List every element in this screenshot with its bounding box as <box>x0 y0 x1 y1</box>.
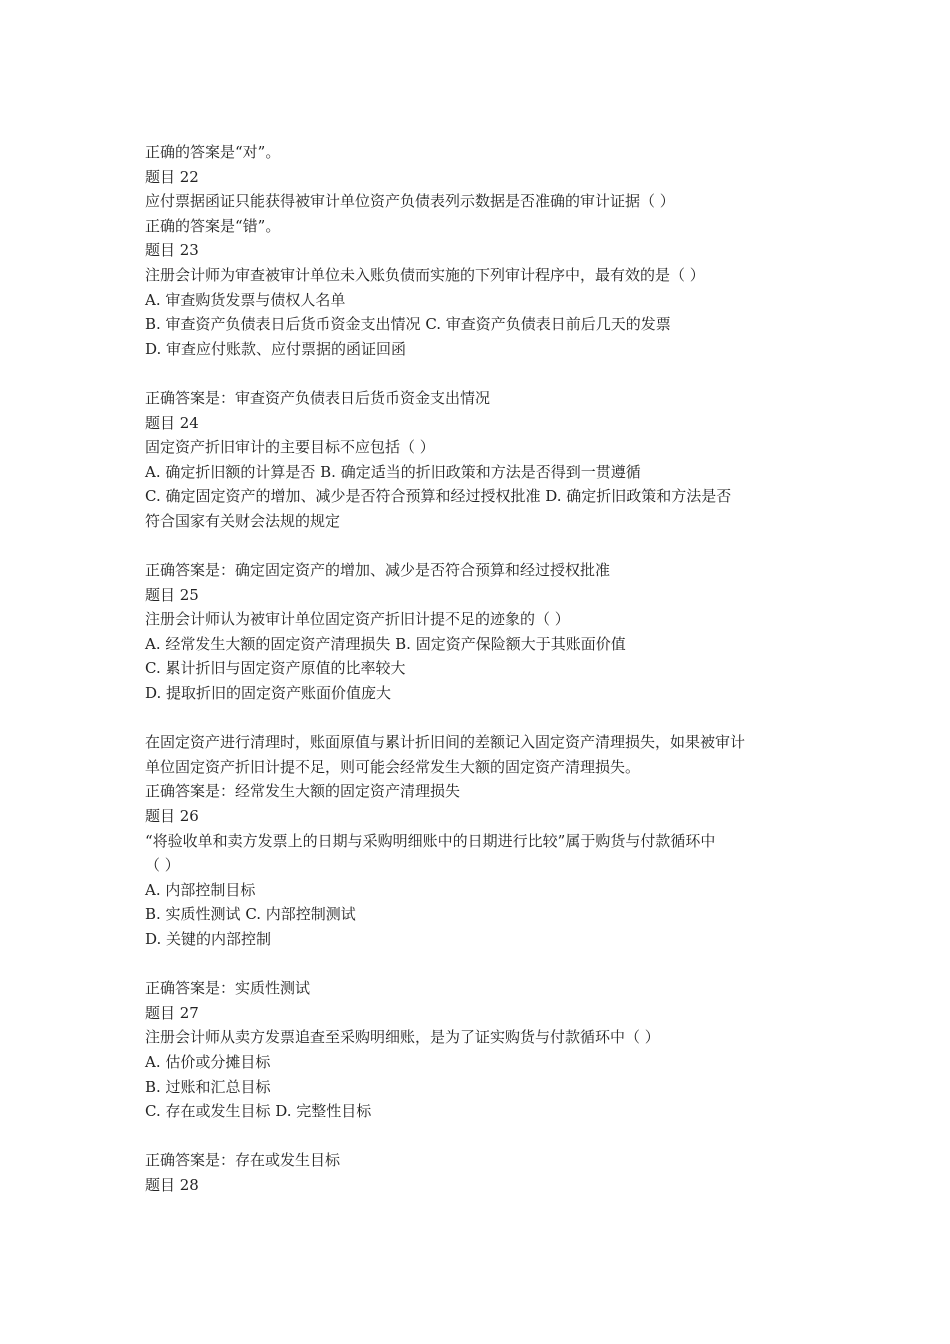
text-line: 题目 27 <box>145 1003 199 1022</box>
text-line: 单位固定资产折旧计提不足，则可能会经常发生大额的固定资产清理损失。 <box>145 757 641 776</box>
document-body <box>145 140 810 1198</box>
text-line: 题目 25 <box>145 585 199 604</box>
text-line: A. 确定折旧额的计算是否 B. 确定适当的折旧政策和方法是否得到一贯遵循 <box>145 462 641 481</box>
text-line: C. 存在或发生目标 D. 完整性目标 <box>145 1102 372 1121</box>
text-line: B. 过账和汇总目标 <box>145 1077 271 1096</box>
text-line: 应付票据函证只能获得被审计单位资产负债表列示数据是否准确的审计证据（ ） <box>145 192 675 211</box>
blank-line <box>145 706 810 731</box>
text-line: 注册会计师为审查被审计单位未入账负债而实施的下列审计程序中，最有效的是（ ） <box>145 265 705 284</box>
text-line: （ ） <box>145 856 180 875</box>
text-line: C. 确定固定资产的增加、减少是否符合预算和经过授权批准 D. 确定折旧政策和方法是否 <box>145 487 732 506</box>
text-line: A. 审查购货发票与债权人名单 <box>145 290 346 309</box>
text-line: 题目 26 <box>145 807 199 826</box>
text-line: 正确的答案是“对”。 <box>145 143 281 161</box>
text-line: 正确答案是：实质性测试 <box>145 979 311 998</box>
text-line: 题目 23 <box>145 241 199 260</box>
blank-line <box>145 534 810 559</box>
text-line: 题目 24 <box>145 413 199 432</box>
text-line: 题目 28 <box>145 1175 199 1194</box>
text-line: A. 经常发生大额的固定资产清理损失 B. 固定资产保险额大于其账面价值 <box>145 634 626 653</box>
text-line: C. 累计折旧与固定资产原值的比率较大 <box>145 659 406 678</box>
text-line: 固定资产折旧审计的主要目标不应包括（ ） <box>145 438 435 457</box>
text-line: 注册会计师认为被审计单位固定资产折旧计提不足的迹象的（ ） <box>145 610 570 629</box>
text-line: A. 估价或分摊目标 <box>145 1052 271 1071</box>
text-line: B. 实质性测试 C. 内部控制测试 <box>145 905 356 924</box>
text-line: 在固定资产进行清理时，账面原值与累计折旧间的差额记入固定资产清理损失，如果被审计 <box>145 733 746 752</box>
text-line: 正确答案是：确定固定资产的增加、减少是否符合预算和经过授权批准 <box>145 561 611 580</box>
text-line: 正确答案是：经常发生大额的固定资产清理损失 <box>145 782 461 801</box>
blank-line <box>145 952 810 977</box>
text-line: D. 审查应付账款、应付票据的函证回函 <box>145 339 407 358</box>
text-line: “将验收单和卖方发票上的日期与采购明细账中的日期进行比较”属于购货与付款循环中 <box>145 831 716 850</box>
text-line: A. 内部控制目标 <box>145 880 256 899</box>
text-line: D. 提取折旧的固定资产账面价值庞大 <box>145 684 392 703</box>
text-line: 注册会计师从卖方发票追查至采购明细账，是为了证实购货与付款循环中（ ） <box>145 1028 660 1047</box>
text-line: 符合国家有关财会法规的规定 <box>145 511 341 530</box>
text-line: 正确的答案是“错”。 <box>145 216 281 235</box>
text-line: D. 关键的内部控制 <box>145 930 272 948</box>
text-line: 正确答案是：审查资产负债表日后货币资金支出情况 <box>145 388 491 407</box>
blank-line <box>145 361 810 386</box>
text-line: B. 审查资产负债表日后货币资金支出情况 C. 审查资产负债表日前后几天的发票 <box>145 315 671 334</box>
text-line: 题目 22 <box>145 167 199 186</box>
blank-line <box>145 1124 810 1149</box>
text-line: 正确答案是：存在或发生目标 <box>145 1151 341 1170</box>
